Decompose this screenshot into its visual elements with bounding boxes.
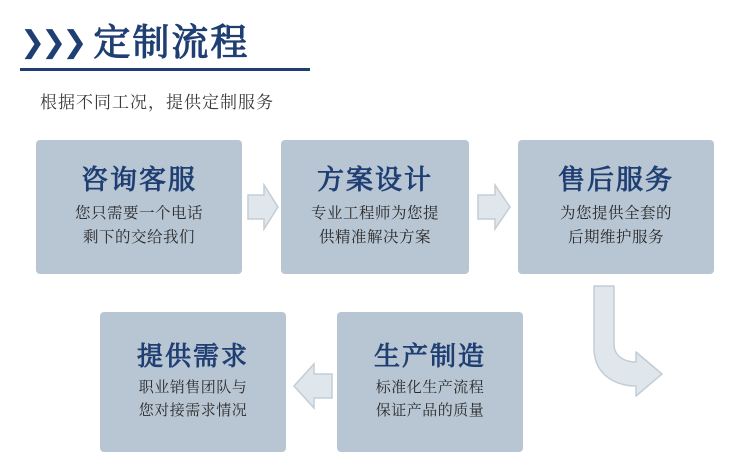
flow-step-consult[interactable]	[36, 140, 242, 274]
flow-step-desc-line: 您只需要一个电话	[74, 205, 203, 223]
flow-step-desc-line: 剩下的交给我们	[82, 228, 195, 246]
flow-step-desc-line: 标准化生产流程	[375, 379, 485, 397]
double-chevron-right-icon: ❯❯❯	[20, 25, 84, 60]
page-subtitle: 根据不同工况，提供定制服务	[40, 93, 274, 112]
arrow-down-curve-icon	[592, 282, 666, 400]
flow-step-desc-line: 供精准解决方案	[318, 228, 431, 246]
flow-step-desc-line: 专业工程师为您提	[310, 205, 439, 223]
arrow-right-icon	[246, 183, 280, 231]
flow-step-title: 售后服务	[558, 165, 674, 196]
flow-step-title: 方案设计	[317, 165, 433, 196]
flow-step-title: 提供需求	[136, 340, 249, 371]
flow-step-desc-line: 职业销售团队与	[138, 379, 248, 397]
flow-step-title: 咨询客服	[81, 165, 197, 196]
page-header	[20, 16, 310, 71]
arrow-left-icon	[290, 362, 334, 410]
flow-step-desc-line: 后期维护服务	[567, 228, 664, 246]
flow-step-after-sales[interactable]	[518, 140, 714, 274]
flow-step-desc-line: 为您提供全套的	[559, 205, 672, 223]
flow-step-title: 生产制造	[373, 340, 486, 371]
arrow-right-icon	[476, 183, 512, 231]
flow-step-design[interactable]	[281, 140, 469, 274]
flow-step-manufacturing[interactable]	[337, 312, 523, 452]
flow-step-desc-line: 您对接需求情况	[138, 401, 248, 419]
flow-step-requirements[interactable]	[100, 312, 286, 452]
flow-step-desc-line: 保证产品的质量	[375, 401, 485, 419]
page-title: 定制流程	[93, 21, 250, 63]
